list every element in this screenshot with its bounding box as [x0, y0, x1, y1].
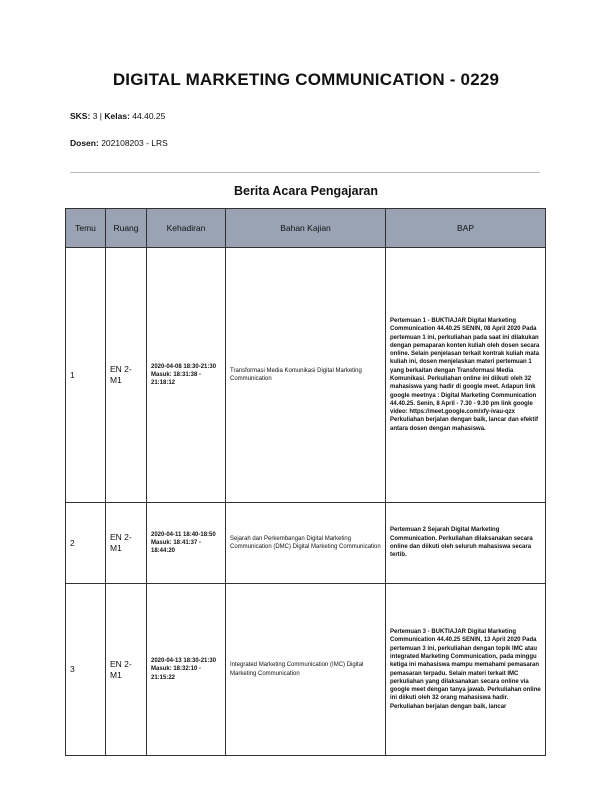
table-row	[66, 503, 546, 584]
lecturer-line	[70, 138, 168, 148]
ruang-cell: EN 2-M1	[106, 503, 147, 584]
bap-cell: Pertemuan 3 - BUKTIAJAR Digital Marketing Communication 44.40.25 SENIN, 13 April 2020 Pada pertemuan 3 ini, perkuliahan dengan topik IMC atau integrated Marketing Communication, pada minggu ketiga ini mahasiswa mampu memahami pemasaran pemasaran terpadu. Selain materi terkait IMC perkuliahan yang dilaksanakan secara online via google meet dengan tanya jawab. Perkuliahan online ini diikuti oleh 32 orang mahasiswa hadir. Perkuliahan berjalan dengan baik, lancar	[386, 584, 546, 756]
dosen-value: 202108203 - LRS	[101, 138, 168, 148]
kehadiran-masuk: Masuk: 18:32:10 - 21:15:22	[151, 666, 202, 681]
teaching-record-table	[65, 208, 546, 756]
kehadiran-cell	[147, 503, 226, 584]
table-row	[66, 584, 546, 756]
header-kehadiran: Kehadiran	[147, 209, 226, 248]
document-title: DIGITAL MARKETING COMMUNICATION - 0229	[112, 70, 500, 89]
kehadiran-cell	[147, 248, 226, 503]
ruang-cell: EN 2-M1	[106, 584, 147, 756]
temu-cell: 3	[66, 584, 106, 756]
header-bap: BAP	[386, 209, 546, 248]
bap-cell: Pertemuan 1 - BUKTIAJAR Digital Marketing Communication 44.40.25 SENIN, 08 April 2020 Pada pertemuan 1 ini, perkuliahan pada saat ini dilakukan dengan pemaparan konten kuliah oleh dosen secara online. Selain penjelasan terkait kontrak kuliah mata kuliah ini, dosen menjelaskan materi pertemuan 1 yang berkaitan dengan Transformasi Media Komunikasi. Perkuliahan online ini diikuti oleh 32 mahasiswa yang hadir di google meet. Adapun link google meetnya : Digital Marketing Communication 44.40.25. Senin, 8 April - 7.30 - 9.30 pm link google video: https://meet.google.com/xfy-ivau-qzx Perkuliahan berjalan dengan baik, lancar dan efektif antara dosen dengan mahasiswa.	[386, 248, 546, 503]
ruang-cell: EN 2-M1	[106, 248, 147, 503]
bap-cell: Pertemuan 2 Sejarah Digital Marketing Communication. Perkuliahan dilaksanakan secara online dan diikuti oleh seluruh mahasiswa secara tertib.	[386, 503, 546, 584]
temu-cell: 1	[66, 248, 106, 503]
dosen-label: Dosen:	[70, 138, 99, 148]
header-temu: Temu	[66, 209, 106, 248]
table-row	[66, 248, 546, 503]
meta-separator: |	[99, 111, 103, 121]
header-ruang: Ruang	[106, 209, 147, 248]
bahan-kajian-cell: Transformasi Media Komunikasi Digital Marketing Communication	[226, 248, 386, 503]
bahan-kajian-cell: Sejarah dan Perkembangan Digital Marketing Communication (DMC) Digital Marketing Communication	[226, 503, 386, 584]
kehadiran-masuk: Masuk: 18:31:38 - 21:18:12	[151, 371, 202, 387]
kehadiran-masuk: Masuk: 18:41:37 - 18:44:20	[151, 539, 202, 555]
course-meta-line	[70, 111, 165, 121]
kelas-value: 44.40.25	[132, 111, 166, 121]
bahan-kajian-cell: Integrated Marketing Communication (IMC) Digital Marketing Communication	[226, 584, 386, 756]
kelas-label: Kelas:	[104, 111, 130, 121]
temu-cell: 2	[66, 503, 106, 584]
header-bahan-kajian: Bahan Kajian	[226, 209, 386, 248]
sks-value: 3	[92, 111, 98, 121]
kehadiran-time: 2020-04-11 18:40-18:50	[151, 531, 216, 538]
sks-label: SKS:	[70, 111, 91, 121]
kehadiran-time: 2020-04-08 18:30-21:30	[151, 363, 217, 370]
kehadiran-time: 2020-04-13 18:30-21:30	[151, 658, 217, 665]
divider	[70, 172, 540, 173]
section-title: Berita Acara Pengajaran	[233, 184, 379, 198]
kehadiran-cell	[147, 584, 226, 756]
table-header-row	[66, 209, 546, 248]
